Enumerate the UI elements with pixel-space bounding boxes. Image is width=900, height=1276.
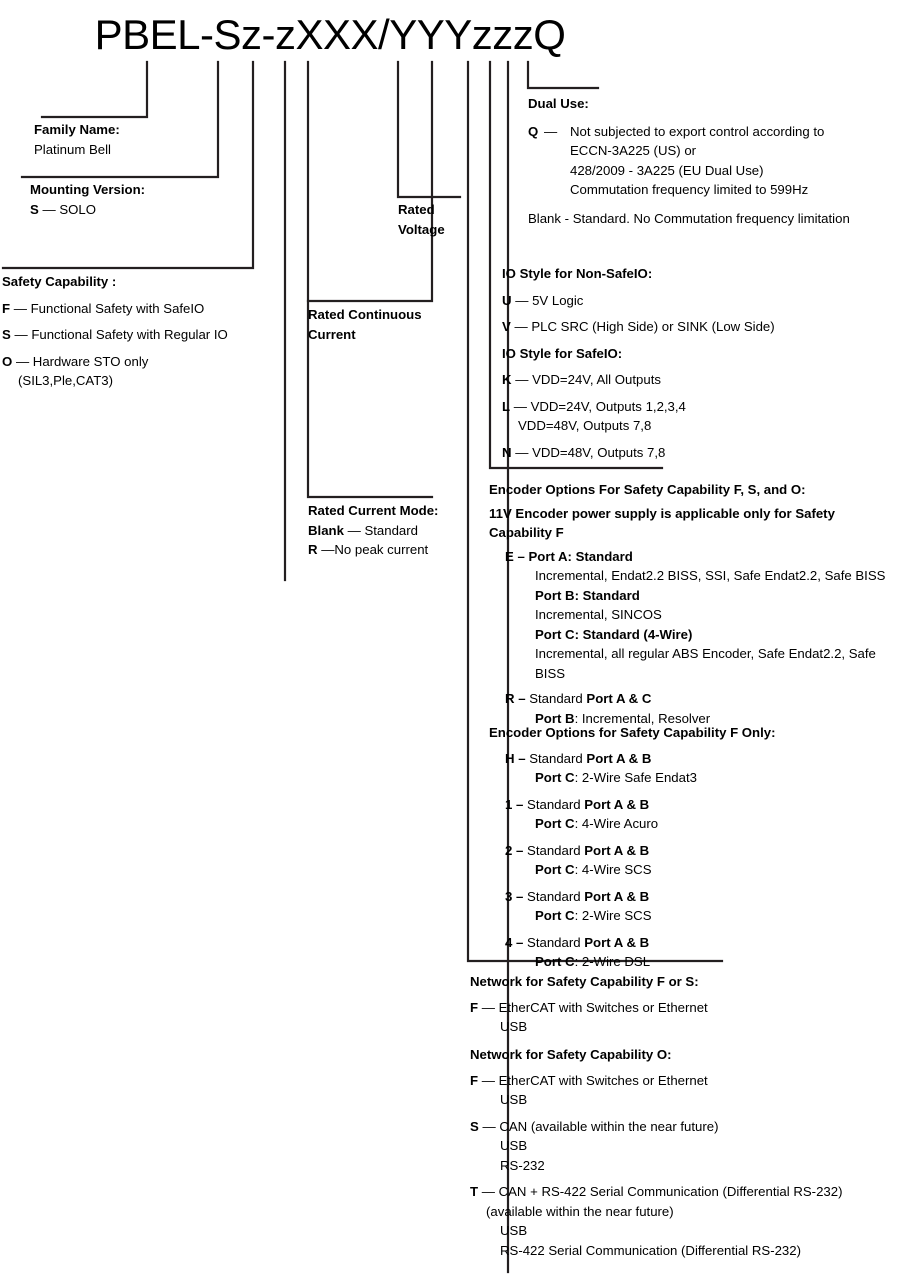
encoder-f-only-3-dash: – xyxy=(516,888,524,904)
leader-rated-voltage-helper xyxy=(308,62,432,301)
encoder-fso-e-port-c-text-1: Incremental, all regular ABS Encoder, Safe Endat2.2, Safe xyxy=(535,646,876,662)
encoder-f-only-3-head-bold: Port A & B xyxy=(584,888,650,904)
encoder-f-only-option-3 xyxy=(489,887,889,926)
rated-continuous-current-line2: Current xyxy=(308,326,356,342)
io-style-option-v xyxy=(502,317,898,337)
safety-capability-dash-o: — xyxy=(15,353,30,369)
encoder-f-only-3-sub-bold: Port C xyxy=(535,908,575,924)
family-name-value: Platinum Bell xyxy=(34,141,111,157)
rated-current-mode-title: Rated Current Mode: xyxy=(308,503,439,518)
io-style-option-l xyxy=(502,397,898,417)
rated-current-mode-text-r: No peak current xyxy=(334,542,429,558)
encoder-fso-e-port-c-head: Port C: Standard (4-Wire) xyxy=(535,626,693,642)
encoder-f-only-option-1 xyxy=(489,795,889,834)
dual-use-title: Dual Use: xyxy=(528,96,589,111)
safety-capability-code-f: F xyxy=(2,300,11,316)
encoder-fso-option-e xyxy=(489,547,889,684)
encoder-f-only-1-sub xyxy=(505,814,889,834)
encoder-fso-note-line2: Capability F xyxy=(489,525,564,541)
io-style-code-n: N xyxy=(502,444,512,460)
io-style-code-k: K xyxy=(502,372,512,388)
network-o-option-s xyxy=(470,1117,900,1137)
safety-capability-title: Safety Capability : xyxy=(2,274,117,289)
encoder-fso-e-code: E xyxy=(505,548,514,564)
safety-capability-dash-f: — xyxy=(13,300,27,316)
encoder-f-only-option-2 xyxy=(489,841,889,880)
safety-capability-option-o xyxy=(2,352,292,372)
encoder-f-only-1-code: 1 xyxy=(505,796,513,812)
network-o-dash-f: — xyxy=(481,1072,495,1088)
io-style-non-safeio-title: IO Style for Non-SafeIO: xyxy=(502,266,653,281)
io-style-safeio-title: IO Style for SafeIO: xyxy=(502,345,623,361)
io-style-text-n: VDD=48V, Outputs 7,8 xyxy=(532,444,666,460)
block-encoder-options-f-only xyxy=(489,723,889,972)
encoder-fso-r-head-plain: Standard xyxy=(529,691,587,707)
encoder-f-only-h-sub-bold: Port C xyxy=(535,770,575,786)
encoder-fso-r-sub-bold: Port B xyxy=(535,710,575,726)
rated-voltage-line2: Voltage xyxy=(398,221,445,237)
io-style-dash-n: — xyxy=(515,444,529,460)
network-o-t-sub-rs422: RS-422 Serial Communication (Differential RS-232) xyxy=(500,1242,801,1258)
rated-current-mode-dash-blank: — xyxy=(347,522,361,538)
mounting-version-dash: — xyxy=(42,201,56,217)
network-o-title: Network for Safety Capability O: xyxy=(470,1047,672,1062)
dual-use-dash-q: — xyxy=(544,123,558,139)
encoder-fso-e-port-a-text: Incremental, Endat2.2 BISS, SSI, Safe Endat2.2, Safe BISS xyxy=(535,568,886,584)
io-style-dash-u: — xyxy=(515,292,529,308)
encoder-f-only-option-h xyxy=(489,749,889,788)
io-style-text-v: PLC SRC (High Side) or SINK (Low Side) xyxy=(531,319,775,335)
encoder-f-only-3-sub-text: : 2-Wire SCS xyxy=(574,908,652,924)
encoder-f-only-2-head-plain: Standard xyxy=(527,842,585,858)
mounting-version-title: Mounting Version: xyxy=(30,182,146,197)
encoder-f-only-2-code: 2 xyxy=(505,842,513,858)
encoder-f-only-h-code: H xyxy=(505,750,515,766)
encoder-f-only-4-dash: – xyxy=(516,934,524,950)
leader-rated-voltage xyxy=(398,62,460,197)
encoder-fso-e-port-b-head: Port B: Standard xyxy=(535,587,640,603)
block-network-o xyxy=(470,1045,900,1260)
network-o-t-sub-availability: (available within the near future) xyxy=(486,1203,674,1219)
block-mounting-version xyxy=(30,180,290,219)
encoder-fso-note-line1: 11V Encoder power supply is applicable only for Safety xyxy=(489,505,835,521)
encoder-f-only-1-head-bold: Port A & B xyxy=(584,796,650,812)
encoder-f-only-option-4 xyxy=(489,933,889,972)
encoder-fso-r-head xyxy=(505,689,889,709)
mounting-version-option xyxy=(30,200,290,220)
network-o-code-f: F xyxy=(470,1072,479,1088)
io-style-code-u: U xyxy=(502,292,512,308)
io-style-option-u xyxy=(502,291,898,311)
encoder-f-only-title: Encoder Options for Safety Capability F Only: xyxy=(489,725,776,740)
mounting-version-text: SOLO xyxy=(59,201,96,217)
network-fs-dash-f: — xyxy=(481,999,495,1015)
dual-use-blank-line: Blank - Standard. No Commutation frequency limitation xyxy=(528,210,850,226)
safety-capability-text-f: Functional Safety with SafeIO xyxy=(30,300,205,316)
network-o-option-f xyxy=(470,1071,900,1091)
safety-capability-option-s xyxy=(2,325,292,345)
leader-dual-use xyxy=(528,62,598,88)
dual-use-code-q: Q xyxy=(528,123,539,139)
io-style-dash-v: — xyxy=(514,319,528,335)
network-o-s-sub-rs232: RS-232 xyxy=(500,1157,545,1173)
network-o-text-f: EtherCAT with Switches or Ethernet xyxy=(498,1072,708,1088)
io-style-option-k xyxy=(502,370,898,390)
encoder-f-only-1-sub-text: : 4-Wire Acuro xyxy=(574,816,659,832)
encoder-f-only-4-sub xyxy=(505,952,889,972)
network-fs-text-f: EtherCAT with Switches or Ethernet xyxy=(498,999,708,1015)
leader-family-name xyxy=(42,62,147,117)
safety-capability-text-o: Hardware STO only xyxy=(32,353,149,369)
network-o-f-sub-usb: USB xyxy=(500,1092,528,1108)
encoder-f-only-3-head-plain: Standard xyxy=(527,888,585,904)
safety-capability-note: (SIL3,Ple,CAT3) xyxy=(18,373,114,389)
encoder-f-only-2-head-bold: Port A & B xyxy=(584,842,650,858)
encoder-f-only-h-sub-text: : 2-Wire Safe Endat3 xyxy=(574,770,697,786)
encoder-fso-e-head xyxy=(505,547,889,567)
rated-current-mode-code-blank: Blank xyxy=(308,522,344,538)
encoder-f-only-4-head-bold: Port A & B xyxy=(584,934,650,950)
part-number-title: PBEL-Sz-zXXX/YYYzzzQ xyxy=(94,11,566,58)
encoder-fso-e-port-a-head: Port A: Standard xyxy=(528,548,633,564)
network-fs-title: Network for Safety Capability F or S: xyxy=(470,974,699,989)
encoder-f-only-h-sub xyxy=(505,768,889,788)
rated-current-mode-code-r: R xyxy=(308,542,318,558)
network-o-text-t: CAN + RS-422 Serial Communication (Differential RS-232) xyxy=(498,1184,843,1200)
encoder-f-only-h-dash: – xyxy=(518,750,526,766)
io-style-dash-k: — xyxy=(515,372,529,388)
network-o-t-sub-usb: USB xyxy=(500,1223,528,1239)
network-o-s-sub-usb: USB xyxy=(500,1138,528,1154)
rated-current-mode-dash-r: — xyxy=(321,542,335,558)
dual-use-q-line2: ECCN-3A225 (US) or xyxy=(570,143,697,159)
encoder-fso-note xyxy=(489,504,889,543)
network-fs-sub-usb: USB xyxy=(500,1019,528,1035)
encoder-f-only-4-code: 4 xyxy=(505,934,513,950)
encoder-f-only-4-sub-bold: Port C xyxy=(535,954,575,970)
encoder-f-only-h-head-bold: Port A & B xyxy=(586,750,652,766)
family-name-title: Family Name: xyxy=(34,122,120,137)
io-style-code-l: L xyxy=(502,398,511,414)
encoder-fso-e-port-b-text: Incremental, SINCOS xyxy=(535,607,662,623)
encoder-f-only-4-head-plain: Standard xyxy=(527,934,585,950)
leader-safety-capability xyxy=(3,62,253,268)
safety-capability-dash-s: — xyxy=(14,327,28,343)
encoder-f-only-2-dash: – xyxy=(516,842,524,858)
network-o-code-s: S xyxy=(470,1118,479,1134)
encoder-f-only-4-head xyxy=(505,933,889,953)
safety-capability-text-s: Functional Safety with Regular IO xyxy=(31,327,228,343)
block-family-name xyxy=(34,120,294,159)
encoder-f-only-2-sub xyxy=(505,860,889,880)
network-o-text-s: CAN (available within the near future) xyxy=(499,1118,719,1134)
block-encoder-options-fso xyxy=(489,480,889,728)
dual-use-q-line1: Not subjected to export control according to xyxy=(570,123,825,139)
io-style-text-l: VDD=24V, Outputs 1,2,3,4 xyxy=(530,398,686,414)
encoder-fso-r-dash: – xyxy=(518,691,526,707)
block-io-style xyxy=(502,264,898,462)
encoder-f-only-2-sub-text: : 4-Wire SCS xyxy=(574,862,652,878)
io-style-text-u: 5V Logic xyxy=(532,292,584,308)
encoder-f-only-3-code: 3 xyxy=(505,888,513,904)
rated-continuous-current-line1: Rated Continuous xyxy=(308,307,422,322)
encoder-f-only-3-head xyxy=(505,887,889,907)
network-o-dash-s: — xyxy=(482,1118,496,1134)
network-fs-code-f: F xyxy=(470,999,479,1015)
rated-voltage-line1: Rated xyxy=(398,202,435,217)
encoder-fso-e-port-c-text-2: BISS xyxy=(535,665,566,681)
io-style-l-second-line: VDD=48V, Outputs 7,8 xyxy=(518,418,652,434)
encoder-fso-r-head-bold: Port A & C xyxy=(586,691,652,707)
encoder-f-only-2-sub-bold: Port C xyxy=(535,862,575,878)
block-rated-voltage xyxy=(398,200,498,239)
dual-use-q-line3: 428/2009 - 3A225 (EU Dual Use) xyxy=(570,162,764,178)
encoder-fso-r-sub-text: : Incremental, Resolver xyxy=(574,710,711,726)
safety-capability-option-f xyxy=(2,299,292,319)
network-o-code-t: T xyxy=(470,1184,479,1200)
encoder-fso-e-dash: – xyxy=(517,548,525,564)
safety-capability-code-s: S xyxy=(2,327,11,343)
network-o-option-t xyxy=(470,1182,900,1202)
block-network-fs xyxy=(470,972,890,1037)
block-safety-capability xyxy=(2,272,292,391)
encoder-f-only-1-head-plain: Standard xyxy=(527,796,585,812)
dual-use-q-line4: Commutation frequency limited to 599Hz xyxy=(570,182,809,198)
network-fs-option-f xyxy=(470,998,890,1018)
block-rated-continuous-current xyxy=(308,305,468,344)
network-o-dash-t: — xyxy=(481,1184,495,1200)
encoder-f-only-1-sub-bold: Port C xyxy=(535,816,575,832)
encoder-fso-r-code: R xyxy=(505,691,515,707)
encoder-f-only-3-sub xyxy=(505,906,889,926)
io-style-text-k: VDD=24V, All Outputs xyxy=(532,372,661,388)
io-style-dash-l: — xyxy=(513,398,527,414)
encoder-f-only-h-head-plain: Standard xyxy=(529,750,587,766)
encoder-f-only-h-head xyxy=(505,749,889,769)
block-dual-use xyxy=(528,94,900,228)
encoder-f-only-4-sub-text: : 2-Wire DSL xyxy=(574,954,651,970)
encoder-f-only-1-dash: – xyxy=(516,796,524,812)
io-style-option-n xyxy=(502,443,898,463)
leader-rated-current-mode xyxy=(308,62,432,497)
safety-capability-code-o: O xyxy=(2,353,13,369)
encoder-f-only-1-head xyxy=(505,795,889,815)
encoder-fso-title: Encoder Options For Safety Capability F, S, and O: xyxy=(489,482,806,497)
mounting-version-code: S xyxy=(30,201,39,217)
io-style-code-v: V xyxy=(502,319,511,335)
encoder-f-only-2-head xyxy=(505,841,889,861)
rated-current-mode-text-blank: Standard xyxy=(364,522,418,538)
